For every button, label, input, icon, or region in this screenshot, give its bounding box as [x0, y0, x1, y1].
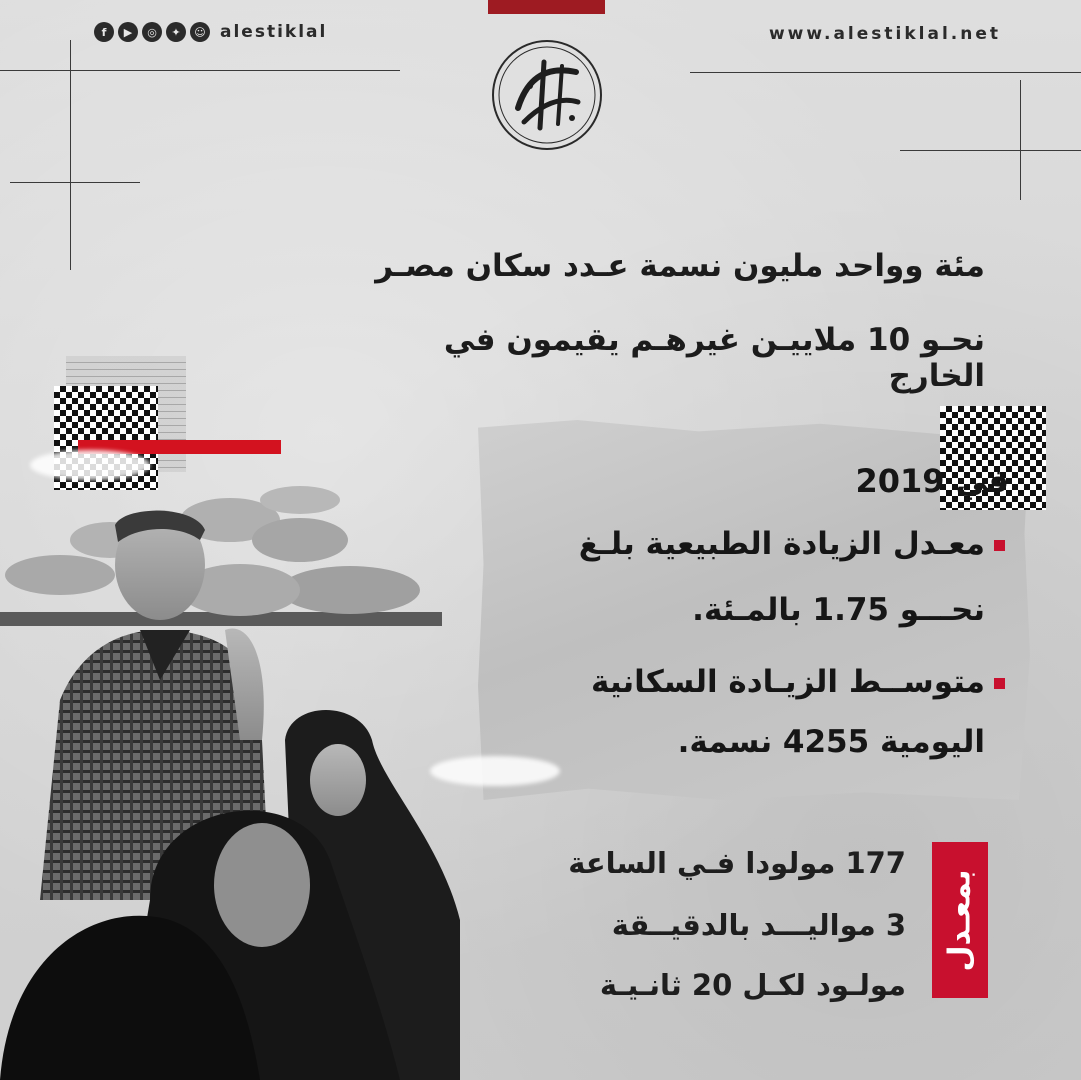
rate-per-hour: 177 مولودا فـي الساعة: [568, 846, 906, 880]
headline-population: مئة وواحد مليون نسمة عـدد سكان مصـر: [375, 248, 985, 284]
rate-badge: [932, 842, 988, 998]
deco-line: [0, 70, 400, 71]
bullet-marker: [994, 678, 1005, 689]
alestiklal-logo: [488, 36, 606, 154]
stat-natural-increase-line1: معـدل الزيادة الطبيعية بلـغ: [578, 526, 985, 562]
deco-line: [900, 150, 1081, 151]
facebook-icon[interactable]: f: [94, 22, 114, 42]
deco-line: [70, 40, 71, 270]
rate-per-minute: 3 مواليـــد بالدقيــقة: [611, 908, 906, 942]
social-handle[interactable]: alestiklal: [220, 22, 328, 42]
twitter-icon[interactable]: ✦: [166, 22, 186, 42]
stat-natural-increase-line2: نحـــو 1.75 بالمـئة.: [692, 592, 985, 628]
rate-per-seconds: مولـود لكـل 20 ثانـيـة: [599, 968, 906, 1002]
rate-badge-label: بمعـدل: [942, 869, 978, 971]
top-red-bar: [488, 0, 605, 14]
social-bar: [94, 20, 327, 44]
youtube-icon[interactable]: ▶: [118, 22, 138, 42]
instagram-icon[interactable]: ◎: [142, 22, 162, 42]
stat-daily-increase-line2: اليومية 4255 نسمة.: [677, 724, 985, 760]
smoke-cloud: [30, 450, 150, 480]
website-url[interactable]: www.alestiklal.net: [768, 24, 1001, 44]
deco-line: [1020, 80, 1021, 200]
snapchat-icon[interactable]: ☺: [190, 22, 210, 42]
deco-line: [690, 72, 1081, 73]
people-photo: [0, 480, 480, 1080]
stats-year: في 2019: [855, 462, 1009, 500]
bullet-marker: [994, 540, 1005, 551]
deco-line: [10, 182, 140, 183]
stat-daily-increase-line1: متوســط الزيـادة السكانية: [591, 664, 985, 700]
headline-abroad: نحـو 10 ملاييـن غيرهـم يقيمون في الخارج: [443, 322, 985, 394]
